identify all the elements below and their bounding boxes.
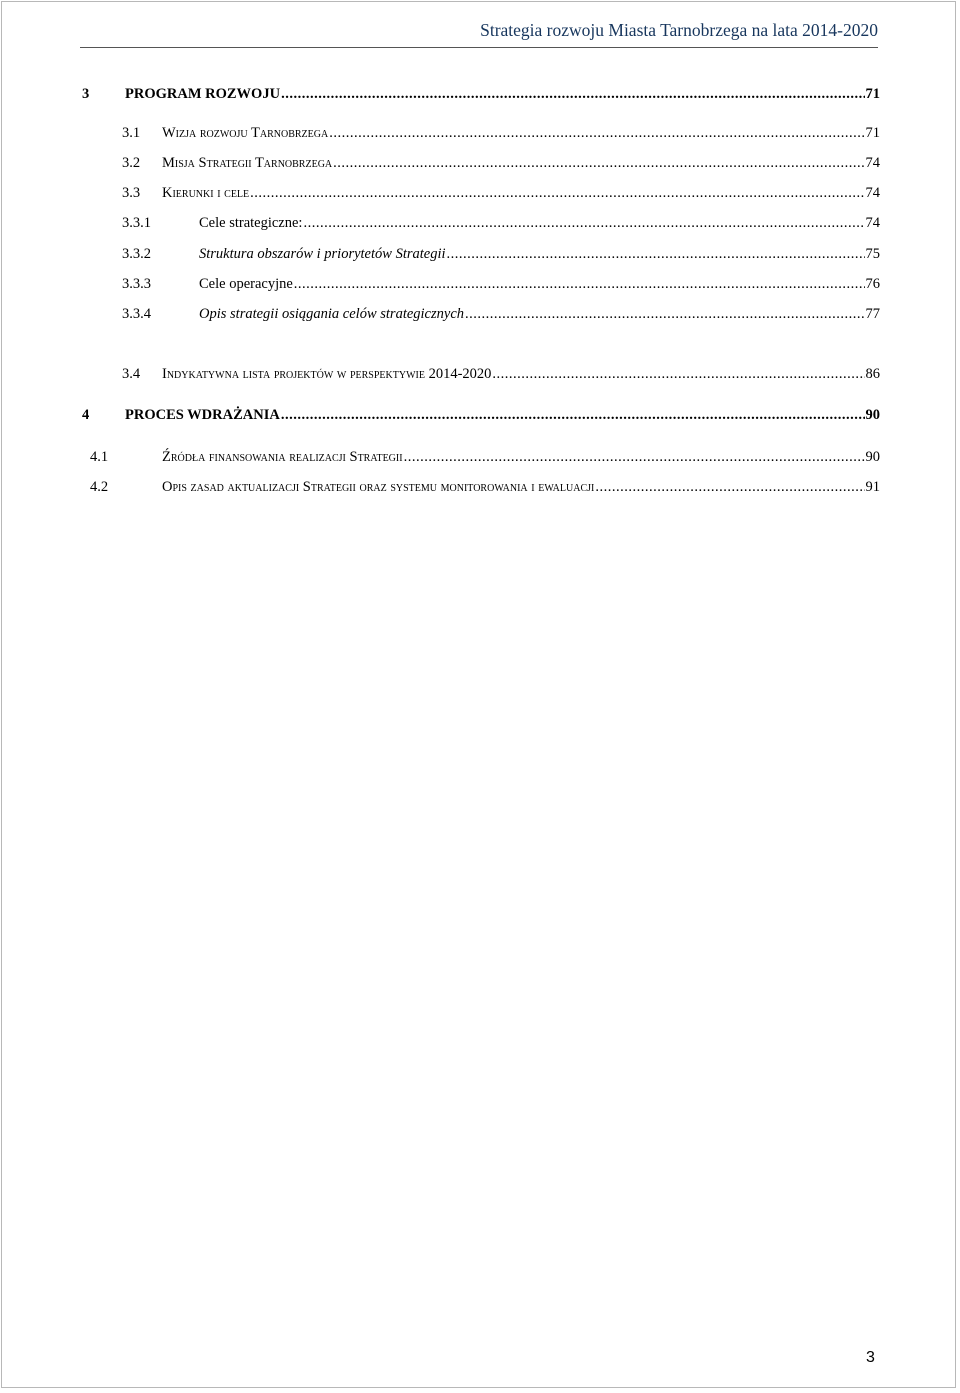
toc-title: Opis strategii osiągania celów strategicznych — [199, 306, 465, 322]
dot-leader — [281, 407, 865, 424]
toc-entry-3-1[interactable] — [122, 125, 880, 145]
page-frame — [1, 1, 956, 1388]
dot-leader — [250, 185, 864, 202]
toc-title: Cele strategiczne: — [199, 215, 303, 231]
toc-entry-3-3[interactable] — [122, 185, 880, 205]
toc-number: 4.1 — [90, 449, 109, 465]
toc-page: 91 — [865, 479, 880, 495]
dot-leader — [329, 125, 864, 142]
dot-leader — [492, 366, 864, 383]
toc-entry-3[interactable] — [82, 86, 880, 106]
toc-entry-3-3-4[interactable] — [122, 306, 880, 326]
toc-entry-4-2[interactable] — [90, 479, 880, 499]
toc-title: Wizja rozwoju Tarnobrzega — [162, 125, 329, 141]
toc-number: 3.3.4 — [122, 306, 151, 322]
dot-leader — [595, 479, 864, 496]
toc-title: PROCES WDRAŻANIA — [125, 407, 280, 423]
toc-entry-3-2[interactable] — [122, 155, 880, 175]
toc-entry-3-3-3[interactable] — [122, 276, 880, 296]
toc-title: Cele operacyjne — [199, 276, 293, 292]
toc-title: Opis zasad aktualizacji Strategii oraz systemu monitorowania i ewaluacji — [162, 479, 595, 495]
dot-leader — [333, 155, 864, 172]
toc-title: Misja Strategii Tarnobrzega — [162, 155, 333, 171]
dot-leader — [404, 449, 865, 466]
toc-page: 74 — [865, 155, 880, 171]
dot-leader — [294, 276, 865, 293]
dot-leader — [465, 306, 864, 323]
toc-title: Kierunki i cele — [162, 185, 250, 201]
toc-page: 86 — [865, 366, 880, 382]
toc-number: 3.1 — [122, 125, 141, 141]
toc-number: 3.2 — [122, 155, 141, 171]
toc-number: 3 — [82, 86, 90, 102]
dot-leader — [281, 86, 864, 103]
toc-entry-3-4[interactable] — [122, 366, 880, 386]
toc-page: 74 — [865, 215, 880, 231]
toc-number: 3.3.3 — [122, 276, 151, 292]
toc-title: PROGRAM ROZWOJU — [125, 86, 281, 102]
toc-number: 3.4 — [122, 366, 141, 382]
toc-title: Źródła finansowania realizacji Strategii — [162, 449, 403, 465]
toc-number: 4.2 — [90, 479, 109, 495]
toc-page: 90 — [865, 407, 880, 423]
toc-entry-3-3-2[interactable] — [122, 246, 880, 266]
toc-page: 90 — [865, 449, 880, 465]
toc-entry-4[interactable] — [82, 407, 880, 427]
toc-page: 74 — [865, 185, 880, 201]
dot-leader — [303, 215, 864, 232]
toc-entry-4-1[interactable] — [90, 449, 880, 469]
toc-title: Indykatywna lista projektów w perspektywie 2014-2020 — [162, 366, 492, 382]
toc-number: 3.3.1 — [122, 215, 151, 231]
toc-number: 3.3 — [122, 185, 141, 201]
toc-page: 76 — [865, 276, 880, 292]
toc-title: Struktura obszarów i priorytetów Strategii — [199, 246, 446, 262]
toc-page: 71 — [865, 86, 880, 102]
toc-page: 75 — [865, 246, 880, 262]
toc-entry-3-3-1[interactable] — [122, 215, 880, 235]
toc-page: 77 — [865, 306, 880, 322]
toc-page: 71 — [865, 125, 880, 141]
toc-number: 3.3.2 — [122, 246, 151, 262]
dot-leader — [447, 246, 865, 263]
page-number: 3 — [866, 1349, 875, 1366]
toc-number: 4 — [82, 407, 90, 423]
running-header: Strategia rozwoju Miasta Tarnobrzega na lata 2014-2020 — [80, 20, 878, 48]
